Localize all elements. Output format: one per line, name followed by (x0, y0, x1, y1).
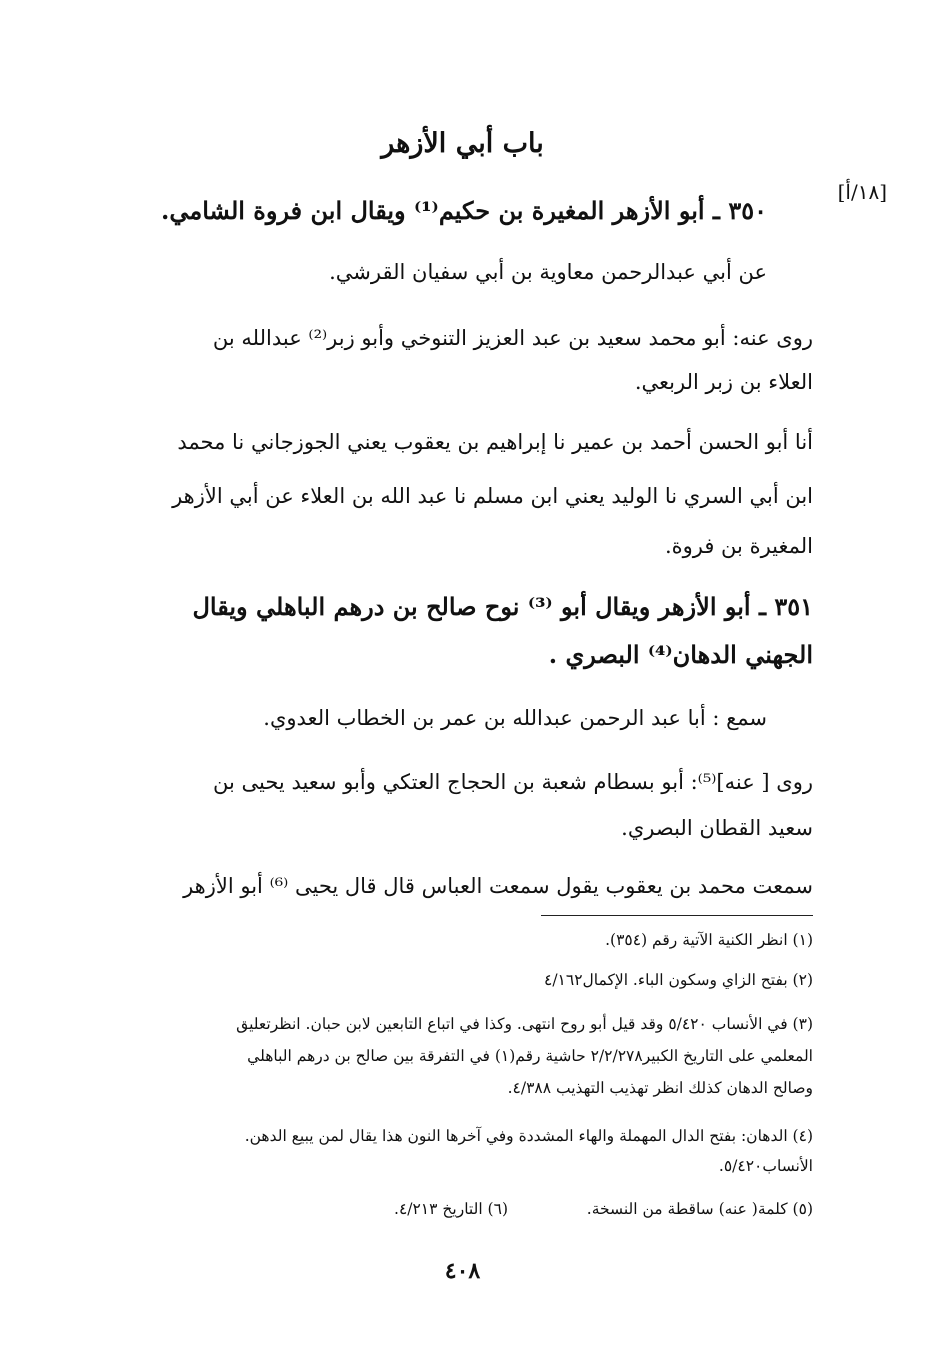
entry-351-line-2: روى [ عنه]⁽⁵⁾: أبو بسطام شعبة بن الحجاج العتكي وأبو سعيد يحيى بن (213, 770, 813, 794)
entry-350-line-5: ابن أبي السري نا الوليد يعني ابن مسلم نا عبد الله بن العلاء عن أبي الأزهر (172, 484, 813, 508)
footnote-1: (١) انظر الكنية الآتية رقم (٣٥٤). (605, 931, 813, 949)
footnote-3-line-1: (٣) في الأنساب ٥/٤٢٠ وقد قيل أبو روح انتهى. وكذا في اتباع التابعين لابن حبان. انظرتعليق (236, 1015, 813, 1033)
entry-350-line-4: أنا أبو الحسن أحمد بن عمير نا إبراهيم بن يعقوب يعني الجوزجاني نا محمد (177, 430, 813, 454)
chapter-title: باب أبي الأزهر (381, 128, 544, 159)
entry-351-line-3: سعيد القطان البصري. (621, 816, 813, 840)
entry-350-line-3: العلاء بن زبر الربعي. (634, 370, 813, 394)
footnote-separator (541, 915, 813, 916)
footnote-4-line-1: (٤) الدهان: بفتح الدال المهملة والهاء المشددة وفي آخرها النون هذا يقال لمن يبيع الدهن. (244, 1127, 813, 1145)
entry-351-line-1: سمع : أبا عبد الرحمن عبدالله بن عمر بن الخطاب العدوي. (263, 706, 767, 730)
page-number: ٤٠٨ (444, 1258, 481, 1284)
footnote-6: (٦) التاريخ ٤/٢١٣. (394, 1200, 508, 1218)
footnote-3-line-2: المعلمي على التاريخ الكبير٢/٢/٢٧٨ حاشية رقم(١) في التفرقة بين صالح بن درهم الباهلي (247, 1047, 813, 1065)
footnote-4-line-2: الأنساب٥/٤٢٠. (718, 1157, 813, 1175)
entry-351-heading-2: الجهني الدهان⁽⁴⁾ البصري . (548, 640, 813, 669)
manuscript-folio-ref: [١٨/أ] (837, 180, 887, 204)
footnote-5: (٥) كلمة( عنه) ساقطة من النسخة. (586, 1200, 813, 1218)
entry-350-line-2: روى عنه: أبو محمد سعيد بن عبد العزيز التنوخي وأبو زبر⁽²⁾ عبدالله بن (212, 326, 813, 350)
footnote-2: (٢) بفتح الزاي وسكون الباء. الإكمال٤/١٦٢ (544, 971, 813, 989)
entry-351-heading-1: ٣٥١ ـ أبو الأزهر ويقال أبو ⁽³⁾ نوح صالح بن درهم الباهلي ويقال (192, 592, 813, 621)
entry-350-line-1: عن أبي عبدالرحمن معاوية بن أبي سفيان القرشي. (329, 260, 767, 284)
entry-350-line-6: المغيرة بن فروة. (664, 534, 813, 558)
entry-350-heading: ٣٥٠ ـ أبو الأزهر المغيرة بن حكيم⁽¹⁾ ويقال ابن فروة الشامي. (161, 196, 767, 225)
footnote-3-line-3: وصالح الدهان كذلك انظر تهذيب التهذيب ٤/٣٨٨. (507, 1079, 813, 1097)
entry-351-line-4: سمعت محمد بن يعقوب يقول سمعت العباس قال قال يحيى ⁽⁶⁾ أبو الأزهر (183, 874, 813, 898)
